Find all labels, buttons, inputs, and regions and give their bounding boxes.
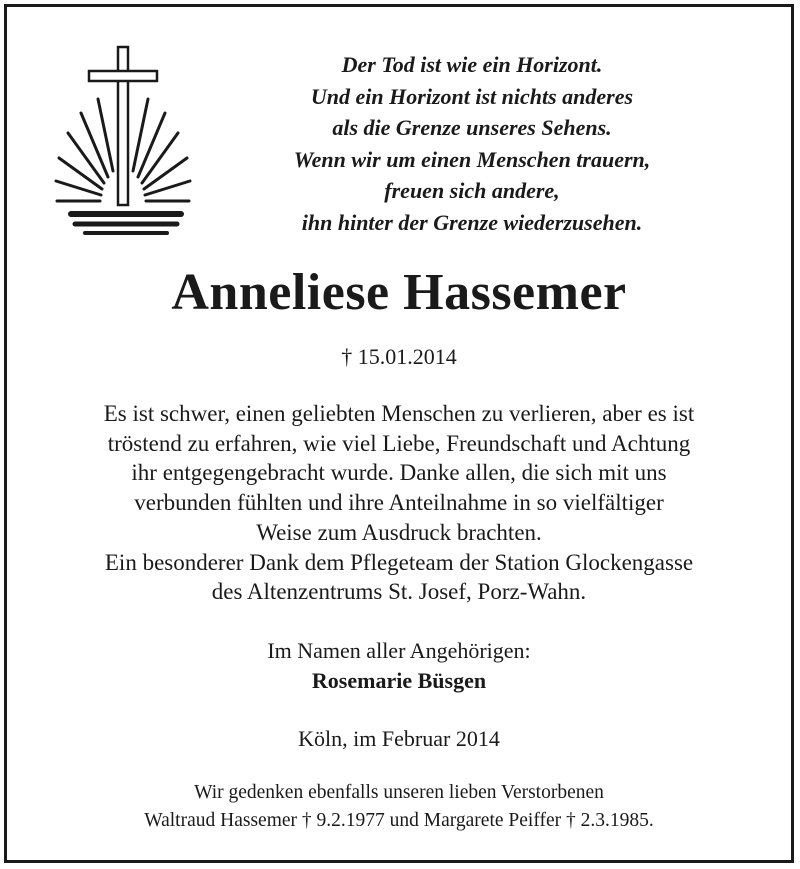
death-date: † 15.01.2014 — [341, 344, 457, 369]
poem-line: ihn hinter der Grenze wiederzusehen. — [301, 209, 643, 235]
poem-line: als die Grenze unseres Sehens. — [332, 115, 612, 140]
signature-name: Rosemarie Büsgen — [311, 668, 487, 693]
poem — [222, 49, 722, 238]
signature-label: Im Namen aller Angehörigen: — [267, 638, 531, 663]
poem-line: freuen sich andere, — [384, 178, 560, 203]
message-line: ihr entgegengebracht wurde. Danke allen, die sich mit uns — [131, 460, 667, 486]
message-line: Ein besonderer Dank dem Pflegeteam der Station Glockengasse — [104, 549, 694, 575]
remembrance-line: Waltraud Hassemer † 9.2.1977 und Margarete Peiffer † 2.3.1985. — [144, 810, 654, 831]
message-line: des Altenzentrums St. Josef, Porz-Wahn. — [211, 579, 587, 605]
thank-you-message — [7, 399, 791, 607]
remembrance-line: Wir gedenken ebenfalls unseren lieben Verstorbenen — [194, 782, 604, 803]
cross-rising-sun-icon — [51, 43, 201, 243]
message-line: verbunden fühlten und ihre Anteilnahme in so vielfältiger — [134, 490, 664, 516]
message-line: tröstend zu erfahren, wie viel Liebe, Freundschaft und Achtung — [107, 430, 691, 456]
remembrance-note — [7, 779, 791, 835]
message-line: Es ist schwer, einen geliebten Menschen zu verlieren, aber es ist — [103, 401, 695, 426]
poem-line: Der Tod ist wie ein Horizont. — [341, 52, 603, 77]
place-date: Köln, im Februar 2014 — [298, 726, 500, 751]
obituary-frame — [4, 4, 794, 863]
poem-line: Und ein Horizont ist nichts anderes — [310, 83, 634, 109]
poem-line: Wenn wir um einen Menschen trauern, — [293, 146, 651, 172]
message-line: Weise zum Ausdruck brachten. — [256, 519, 542, 545]
deceased-name: Anneliese Hassemer — [171, 264, 627, 321]
